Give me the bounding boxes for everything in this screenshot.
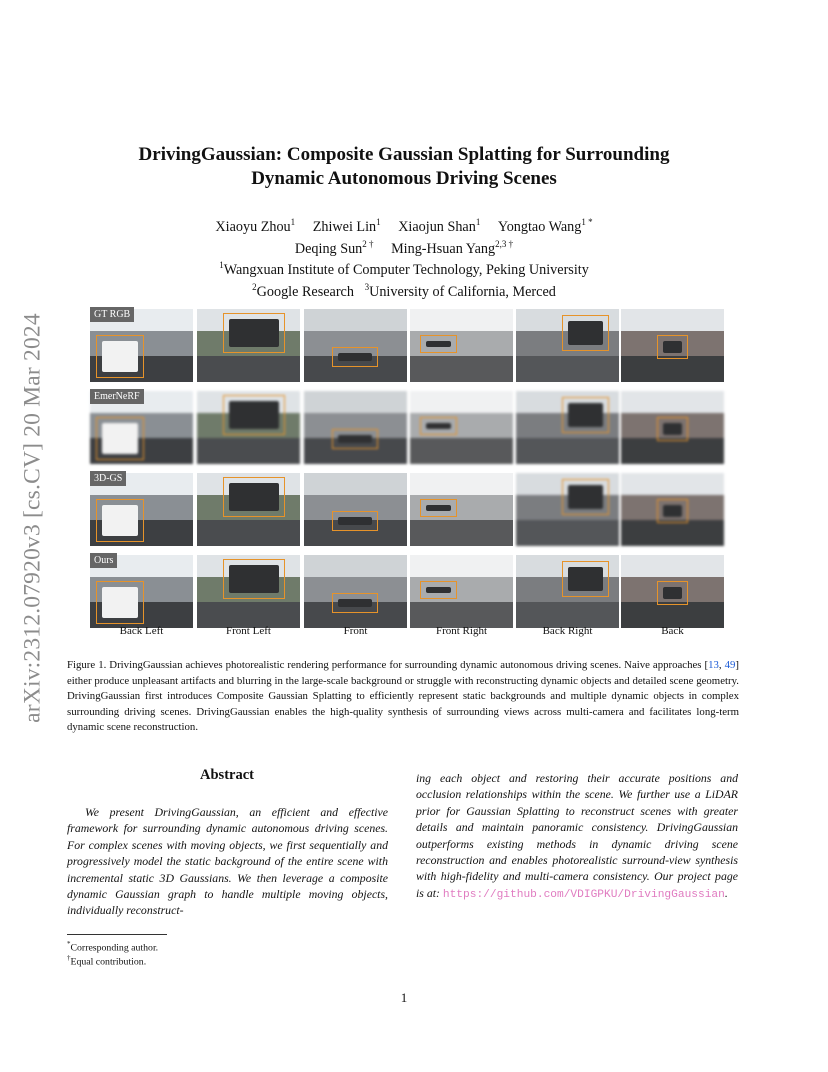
author-line-2 (0, 239, 808, 261)
page-number: 1 (400, 990, 408, 1005)
scene-thumbnail (621, 391, 724, 464)
highlight-box (332, 347, 378, 367)
footnote-rule (67, 934, 167, 935)
scene-thumbnail (410, 555, 513, 628)
scene-thumbnail (197, 555, 300, 628)
highlight-box (223, 395, 285, 435)
scene-thumbnail (197, 391, 300, 464)
scene-thumbnail (516, 309, 619, 382)
scene-thumbnail (410, 309, 513, 382)
highlight-box (562, 561, 608, 598)
figure-row-label: Ours (90, 553, 117, 568)
figure-row-label: 3D-GS (90, 471, 126, 486)
highlight-box (420, 335, 457, 353)
author-line-1 (0, 217, 808, 239)
arxiv-stamp: arXiv:2312.07920v3 [cs.CV] 20 Mar 2024 (19, 313, 46, 723)
citation-link[interactable]: 13 (708, 659, 719, 671)
scene-thumbnail (516, 473, 619, 546)
highlight-box (332, 511, 378, 531)
highlight-box (96, 417, 143, 461)
highlight-box (96, 499, 143, 543)
abstract-column-1: We present DrivingGaussian, an efficient and effective framework for surrounding dynamic autonomous driving scenes. For complex scenes with moving objects, we first sequentially and progressively model the static background of the entire scene with incremental static 3D Gaussians. We then leverage a composite dynamic Gaussian graph to handle multiple moving objects, individually reconstruct- (67, 805, 388, 918)
highlight-box (562, 479, 608, 516)
highlight-box (562, 315, 608, 352)
highlight-box (223, 477, 285, 517)
scene-thumbnail (304, 391, 407, 464)
figure-row-label: GT RGB (90, 307, 134, 322)
footnote-equal: †Equal contribution. (67, 954, 147, 968)
highlight-box (420, 417, 457, 435)
author: Xiaoyu Zhou$^1$ (215, 217, 296, 235)
title-line-2: Dynamic Autonomous Driving Scenes (251, 168, 557, 189)
footnote-corresponding: *Corresponding author. (67, 940, 159, 954)
scene-thumbnail (410, 473, 513, 546)
scene-thumbnail (516, 555, 619, 628)
author: Yongtao Wang$^{1 *}$ (497, 217, 593, 235)
highlight-box (657, 581, 688, 606)
project-page-link[interactable]: https://github.com/VDIGPKU/DrivingGaussian (442, 888, 725, 901)
highlight-box (657, 335, 688, 360)
figure-row (90, 473, 726, 546)
scene-thumbnail (304, 473, 407, 546)
figure-row-label: EmerNeRF (90, 389, 144, 404)
highlight-box (657, 417, 688, 442)
citation-link[interactable]: 49 (724, 659, 736, 671)
scene-thumbnail (197, 473, 300, 546)
highlight-box (223, 313, 285, 353)
figure-column-label: Front (343, 625, 368, 637)
affiliation-line-2: $^2$Google Research $^3$University of California, Merced (252, 281, 556, 300)
figure-row (90, 309, 726, 382)
author: Zhiwei Lin$^1$ (312, 217, 381, 235)
highlight-box (657, 499, 688, 524)
scene-thumbnail (304, 555, 407, 628)
highlight-box (420, 499, 457, 517)
affiliation-line-1: $^1$Wangxuan Institute of Computer Technology, Peking University (219, 260, 589, 278)
scene-thumbnail (197, 309, 300, 382)
highlight-box (332, 593, 378, 613)
title-line-1: DrivingGaussian: Composite Gaussian Splatting for Surrounding (138, 144, 670, 165)
figure-column-label: Back Left (119, 625, 164, 637)
figure-row (90, 555, 726, 628)
scene-thumbnail (621, 473, 724, 546)
scene-thumbnail (621, 555, 724, 628)
paper-title (0, 143, 808, 191)
figure-column-label: Front Right (435, 625, 488, 637)
figure-row (90, 391, 726, 464)
figure-column-label: Back (661, 625, 684, 637)
figure-column-label: Back Right (542, 625, 593, 637)
author: Ming-Hsuan Yang$^{2,3 \dagger}$ (391, 238, 514, 257)
abstract-heading: Abstract (200, 767, 254, 783)
abstract-column-2: ing each object and restoring their accurate positions and occlusion relationships within the scene. We further use a LiDAR prior for Gaussian Splatting to reconstruct scenes with greater details and maintain panoramic consistency. DrivingGaussian outperforms existing methods in dynamic driving scene reconstruction and enables photorealistic surround-view synthesis with high-fidelity and multi-camera consistency. Our project page is at: https://github.com/VDIGPKU/DrivingGaussian. (416, 771, 738, 901)
scene-thumbnail (410, 391, 513, 464)
highlight-box (332, 429, 378, 449)
highlight-box (562, 397, 608, 434)
highlight-box (223, 559, 285, 599)
author-block (0, 217, 808, 303)
scene-thumbnail (304, 309, 407, 382)
author: Xiaojun Shan$^1$ (398, 217, 481, 235)
figure-column-label: Front Left (226, 625, 271, 637)
highlight-box (420, 581, 457, 599)
highlight-box (96, 335, 143, 379)
highlight-box (96, 581, 143, 625)
figure-caption: Figure 1. DrivingGaussian achieves photorealistic rendering performance for surrounding dynamic autonomous driving scenes. Naive approaches [13, 49] either produce unpleasant artifacts and blurring in the large-scale background or struggle with reconstructing dynamic objects and detailed scene geometry. DrivingGaussian first introduces Composite Gaussian Splatting to efficiently represent static backgrounds and multiple dynamic objects in complex surrounding driving scenes. DrivingGaussian enables the high-quality synthesis of surrounding views across multi-camera and facilitates long-term dynamic scene reconstruction. (67, 659, 739, 734)
scene-thumbnail (621, 309, 724, 382)
scene-thumbnail (516, 391, 619, 464)
author: Deqing Sun$^{2 \dagger}$ (294, 238, 374, 257)
